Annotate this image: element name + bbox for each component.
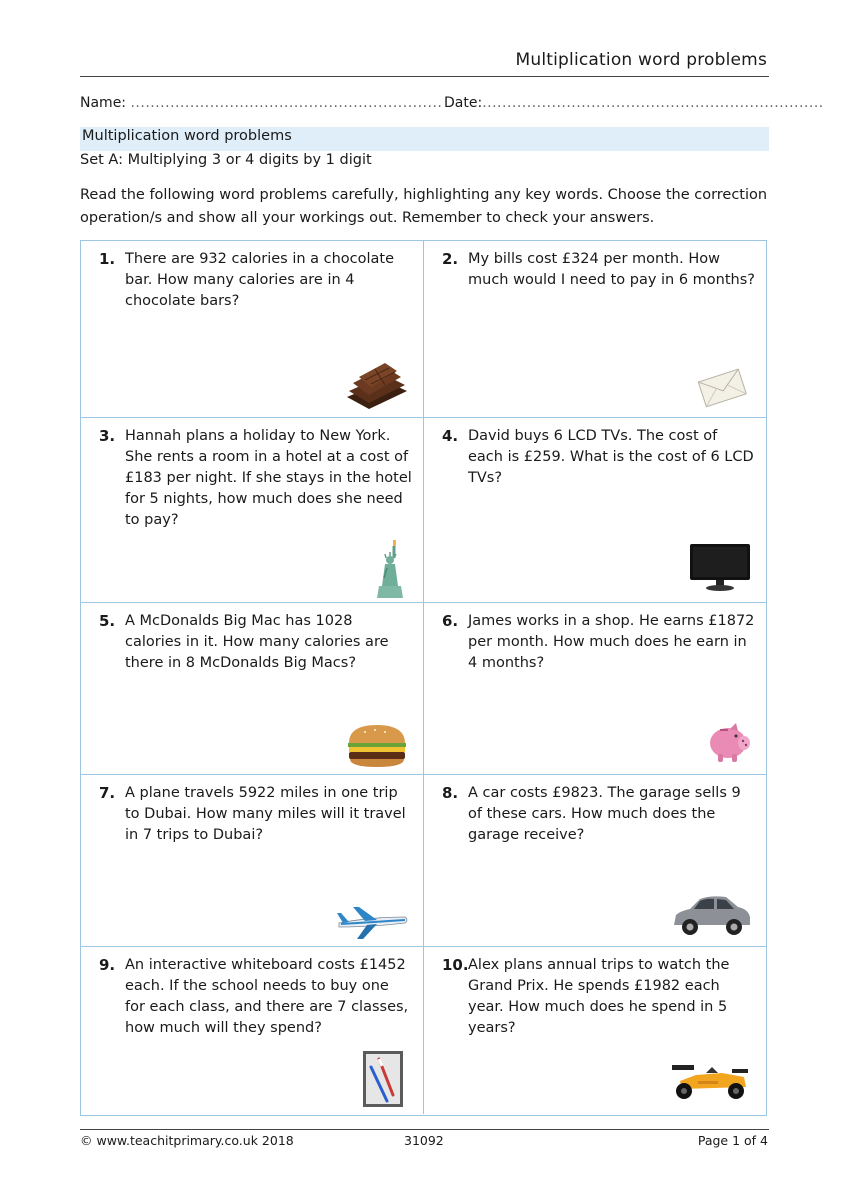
- airplane-icon: [335, 903, 409, 941]
- question-number: 1.: [99, 250, 116, 268]
- instructions: Read the following word problems carefully, highlighting any key words. Choose the correction operation/s and show all your workings out. Remember to check your answers.: [80, 187, 768, 226]
- footer-divider: [80, 1129, 769, 1130]
- question-text: There are 932 calories in a chocolate bar. How many calories are in 4 chocolate bars?: [125, 251, 395, 309]
- envelope-icon: [696, 365, 748, 409]
- burger-icon: [345, 723, 409, 769]
- question-cell-3[interactable]: [81, 418, 424, 603]
- question-cell-10[interactable]: [424, 947, 766, 1114]
- question-text: James works in a shop. He earns £1872 per month. How much does he earn in 4 months?: [468, 613, 755, 671]
- banner-title: Multiplication word problems: [82, 128, 292, 144]
- question-cell-2[interactable]: [424, 241, 766, 418]
- question-number: 10.: [442, 956, 469, 974]
- race-car-icon: [668, 1059, 752, 1105]
- footer-resource-code: 31092: [404, 1133, 444, 1148]
- footer-copyright: © www.teachitprimary.co.uk 2018: [80, 1133, 294, 1148]
- question-text: David buys 6 LCD TVs. The cost of each is £259. What is the cost of 6 LCD TVs?: [468, 428, 754, 486]
- question-number: 9.: [99, 956, 116, 974]
- question-cell-5[interactable]: [81, 603, 424, 775]
- question-text: An interactive whiteboard costs £1452 each. If the school needs to buy one for each class, and there are 7 classes, how much will they spend?: [125, 957, 409, 1036]
- question-number: 5.: [99, 612, 116, 630]
- question-number: 4.: [442, 427, 459, 445]
- question-text: Alex plans annual trips to watch the Grand Prix. He spends £1982 each year. How much does he spend in 5 years?: [468, 957, 730, 1036]
- set-title: Set A: Multiplying 3 or 4 digits by 1 digit: [80, 152, 372, 168]
- question-text: A McDonalds Big Mac has 1028 calories in it. How many calories are there in 8 McDonalds Big Macs?: [125, 613, 389, 671]
- name-field[interactable]: [80, 95, 442, 111]
- car-icon: [670, 893, 752, 939]
- chocolate-icon: [345, 361, 409, 411]
- name-label: Name:: [80, 95, 127, 111]
- question-number: 7.: [99, 784, 116, 802]
- question-text: Hannah plans a holiday to New York. She rents a room in a hotel at a cost of £183 per night. If she stays in the hotel for 5 nights, how much does she need to pay?: [125, 428, 412, 528]
- piggy-bank-icon: [706, 719, 752, 765]
- question-text: My bills cost £324 per month. How much would I need to pay in 6 months?: [468, 251, 755, 288]
- name-dotted-line: ...............................................................: [130, 95, 443, 111]
- question-cell-7[interactable]: [81, 775, 424, 947]
- question-number: 3.: [99, 427, 116, 445]
- question-cell-1[interactable]: [81, 241, 424, 418]
- statue-of-liberty-icon: [373, 538, 409, 600]
- date-dotted-line: .....................................................................: [482, 95, 824, 111]
- tv-icon: [688, 542, 752, 592]
- question-text: A car costs £9823. The garage sells 9 of these cars. How much does the garage receive?: [468, 785, 741, 843]
- date-field[interactable]: [444, 95, 824, 111]
- question-number: 6.: [442, 612, 459, 630]
- question-cell-9[interactable]: [81, 947, 424, 1114]
- footer-page-number: Page 1 of 4: [697, 1133, 768, 1148]
- question-cell-4[interactable]: [424, 418, 766, 603]
- question-text: A plane travels 5922 miles in one trip to Dubai. How many miles will it travel in 7 trips to Dubai?: [125, 785, 406, 843]
- header-divider: [80, 76, 769, 77]
- date-label: Date:: [444, 95, 483, 111]
- whiteboard-pens-icon: [357, 1047, 409, 1111]
- question-cell-6[interactable]: [424, 603, 766, 775]
- questions-grid: [80, 240, 767, 1116]
- question-cell-8[interactable]: [424, 775, 766, 947]
- question-number: 8.: [442, 784, 459, 802]
- question-number: 2.: [442, 250, 459, 268]
- page-header-title: Multiplication word problems: [515, 50, 767, 70]
